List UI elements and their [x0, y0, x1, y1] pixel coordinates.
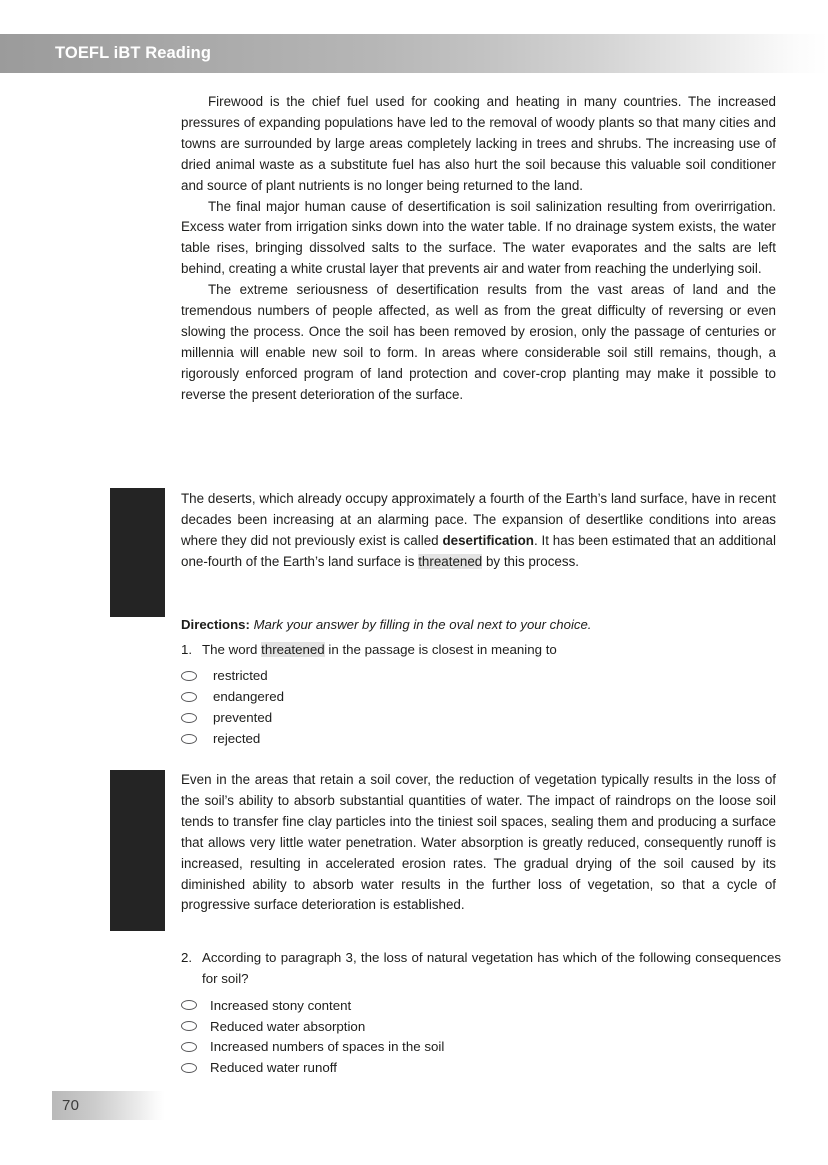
directions — [181, 615, 781, 635]
question-2 — [181, 948, 781, 989]
option-label: Increased stony content — [210, 997, 352, 1013]
passage-marker-bar-2 — [110, 770, 165, 931]
hp1-bold-term: desertification — [442, 532, 534, 548]
oval-icon[interactable] — [181, 1000, 197, 1010]
option-row[interactable] — [181, 995, 661, 1016]
question-2-number: 2. — [181, 950, 193, 965]
oval-icon[interactable] — [181, 1021, 197, 1031]
page-title: TOEFL iBT Reading — [55, 44, 212, 62]
option-label: restricted — [213, 668, 268, 683]
directions-text: Mark your answer by filling in the oval next to your choice. — [253, 617, 592, 632]
question-2-options — [181, 995, 661, 1078]
option-label: Reduced water absorption — [210, 1018, 366, 1034]
oval-icon[interactable] — [181, 713, 197, 723]
q1-prompt-highlight: threatened — [261, 642, 325, 657]
highlighted-passage-2-text: Even in the areas that retain a soil cover, the reduction of vegetation typically results in the loss of the soil’s ability to absorb substantial quantities of water. The impact of raindrops on the loose soil tends to transfer fine clay particles into the tiniest soil spaces, sealing them and producing a surface that allows very little water penetration. Water absorption is greatly reduced, consequently runoff is increased, resulting in accelerated erosion rates. The gradual drying of the soil caused by its diminished ability to absorb water results in the further loss of vegetation, so that a cycle of progressive surface deterioration is established. — [181, 772, 776, 913]
option-row[interactable] — [181, 665, 661, 686]
oval-icon[interactable] — [181, 1042, 197, 1052]
option-label: Reduced water runoff — [210, 1060, 337, 1076]
question-1-number: 1. — [181, 642, 193, 657]
option-row[interactable] — [181, 686, 661, 707]
option-row[interactable] — [181, 1037, 661, 1058]
question-2-prompt: According to paragraph 3, the loss of natural vegetation has which of the following consequences for soil? — [202, 950, 781, 986]
question-1-prompt — [202, 640, 781, 661]
option-row[interactable] — [181, 1016, 661, 1037]
oval-icon[interactable] — [181, 671, 197, 681]
hp1-segment-3: by this process. — [482, 553, 579, 569]
question-1-options — [181, 665, 661, 749]
passage-body — [181, 92, 776, 406]
passage-marker-bar-1 — [110, 488, 165, 617]
oval-icon[interactable] — [181, 1063, 197, 1073]
option-row[interactable] — [181, 1057, 661, 1078]
option-label: rejected — [213, 731, 261, 746]
oval-icon[interactable] — [181, 734, 197, 744]
passage-paragraph-1: Firewood is the chief fuel used for cooking and heating in many countries. The increased pressures of expanding populations have led to the removal of woody plants so that many cities and towns are surrounded by large areas completely lacking in trees and shrubs. The increasing use of dried animal waste as a substitute fuel has also hurt the soil because this valuable soil conditioner and source of plant nutrients is no longer being returned to the land. — [181, 94, 776, 193]
hp1-segment-1: The deserts, which already occupy approximately a fourth of the Earth’s land surface, have in recent decades been increasing at an alarming pace. The expansion of desertlike conditions into areas where they did not previously exist is called — [181, 491, 776, 548]
option-label: Increased numbers of spaces in the soil — [210, 1039, 445, 1055]
q1-prompt-before: The word — [202, 642, 262, 657]
page-number: 70 — [62, 1097, 80, 1114]
highlighted-passage-2 — [181, 770, 776, 916]
option-label: endangered — [213, 689, 284, 704]
highlighted-passage-1-text — [181, 489, 776, 573]
hp1-segment-2: . It has been estimated that an additional one-fourth of the Earth’s land surface is — [181, 532, 776, 569]
highlighted-passage-1 — [181, 489, 776, 573]
passage-paragraph-3: The extreme seriousness of desertification results from the vast areas of land and the tremendous numbers of people affected, as well as from the great difficulty of reversing or even slowing the process. Once the soil has been removed by erosion, only the passage of centuries or millennia will enable new soil to form. In areas where considerable soil still remains, though, a rigorously enforced program of land protection and cover-crop planting may make it possible to reverse the present deterioration of the surface. — [181, 282, 776, 402]
option-row[interactable] — [181, 728, 661, 749]
hp1-highlighted-word: threatened — [418, 553, 483, 569]
option-label: prevented — [213, 710, 273, 725]
directions-label: Directions: — [181, 617, 250, 632]
oval-icon[interactable] — [181, 692, 197, 702]
passage-paragraph-2: The final major human cause of desertification is soil salinization resulting from overirrigation. Excess water from irrigation sinks down into the water table. If no drainage system exists, the water table rises, bringing dissolved salts to the surface. The water evaporates and the salts are left behind, creating a white crustal layer that prevents air and water from reaching the underlying soil. — [181, 198, 776, 277]
option-row[interactable] — [181, 707, 661, 728]
q1-prompt-after: in the passage is closest in meaning to — [324, 642, 557, 657]
question-1 — [181, 640, 781, 661]
